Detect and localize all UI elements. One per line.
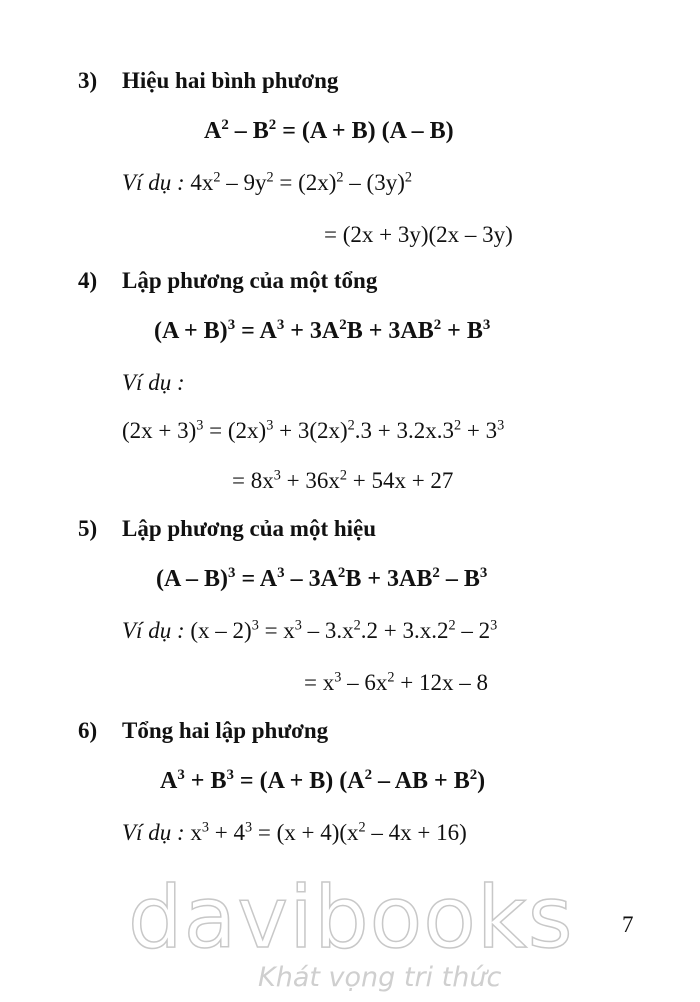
section-3-example: Ví dụ : $4x^2 - 9y^2 = (2x)^2 - (3y)^2$ — [122, 169, 412, 195]
section-3-result: = (2x + 3y)(2x – 3y) — [324, 222, 513, 247]
example-label: Ví dụ : — [122, 618, 185, 643]
section-6-heading: Tổng hai lập phương — [122, 718, 329, 743]
page-number: 7 — [622, 912, 634, 937]
section-6-example: Ví dụ : $x^3 + 4^3 = (x + 4)(x^2 - 4x + 16)$ — [122, 819, 467, 845]
example-label: Ví dụ : — [122, 820, 185, 845]
section-5-result: = $x^3 - 6x^2 + 12x - 8$ — [304, 669, 488, 695]
section-3-formula: $A^2 - B^2 = (A + B)$ (A – B) — [204, 117, 454, 144]
section-4-formula: $(A + B)^3 = A^3 + 3A^2B + 3AB^2 + B^3$ — [154, 317, 491, 344]
section-4-heading: Lập phương của một tổng — [122, 268, 378, 293]
section-5-number: 5) — [78, 516, 98, 541]
section-6-formula: $A^3 + B^3 = (A + B)$ ($A^2$ – AB + $B^2$) — [160, 767, 486, 794]
section-4-number: 4) — [78, 268, 98, 293]
section-5-example: Ví dụ : $(x - 2)^3 = x^3 - 3.x^2.2 + 3.x.2^2 - 2^3$ — [122, 617, 498, 643]
section-4-result: = $8x^3 + 36x^2 + 54x + 27$ — [232, 467, 454, 493]
example-label: Ví dụ : — [122, 170, 185, 195]
section-5-heading: Lập phương của một hiệu — [122, 516, 377, 541]
watermark-logo: davibooks — [128, 868, 574, 968]
section-5-formula: $(A - B)^3 = A^3 - 3A^2B + 3AB^2 - B^3$ — [156, 565, 488, 592]
watermark-tagline: Khát vọng tri thức — [258, 962, 502, 993]
section-4-example-label: Ví dụ : — [122, 370, 185, 395]
section-4-example: $(2x + 3)^3 = (2x)^3 + 3(2x)^2.3 + 3.2x.3^2 + 3^3$ — [122, 417, 505, 443]
section-3-heading: Hiệu hai bình phương — [122, 68, 339, 93]
section-3-number: 3) — [78, 68, 98, 93]
section-6-number: 6) — [78, 718, 98, 743]
